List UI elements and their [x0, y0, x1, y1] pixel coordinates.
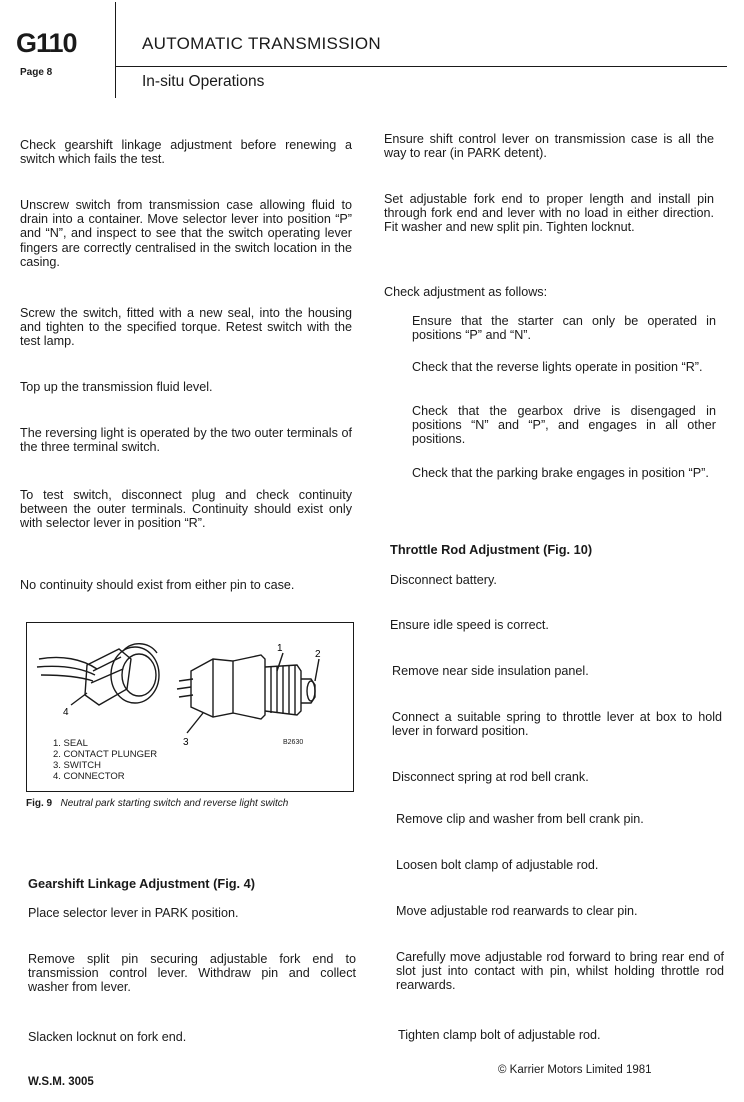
- section-title: AUTOMATIC TRANSMISSION: [142, 34, 381, 53]
- figure-legend: [53, 738, 157, 782]
- paragraph-check-adjustment: Check adjustment as follows:: [384, 285, 548, 299]
- figure-code: B2630: [283, 739, 304, 746]
- callout-4: 4: [63, 707, 69, 718]
- callout-1: 1: [277, 643, 283, 654]
- throttle-step-7: Loosen bolt clamp of adjustable rod.: [396, 858, 599, 872]
- paragraph-set-fork-end: Set adjustable fork end to proper length and install pin through fork end and lever with no load in either direction. Fit washer and new split pin. Tighten locknut.: [384, 192, 714, 235]
- legend-item-connector: 4. CONNECTOR: [53, 771, 125, 782]
- paragraph-test-switch: To test switch, disconnect plug and check continuity between the outer terminals. Continuity should exist only with selector lever in position “R”.: [20, 488, 352, 531]
- paragraph-shift-lever-rear: Ensure shift control lever on transmission case is all the way to rear (in PARK detent).: [384, 132, 714, 161]
- check-gearbox-drive: Check that the gearbox drive is disengaged in positions “N” and “P”, and engages in all other positions.: [412, 404, 716, 447]
- figure-caption-text: Neutral park starting switch and reverse light switch: [60, 798, 289, 809]
- callout-3: 3: [183, 737, 189, 748]
- legend-item-switch: 3. SWITCH: [53, 760, 102, 771]
- paragraph-top-up-fluid: Top up the transmission fluid level.: [20, 380, 213, 394]
- paragraph-unscrew-switch: Unscrew switch from transmission case allowing fluid to drain into a container. Move selector lever into position “P” and “N”, and inspect to see that the switch operating lever fingers are correctly centralised in the switch location in the casing.: [20, 198, 352, 269]
- throttle-step-8: Move adjustable rod rearwards to clear pin.: [396, 904, 638, 918]
- throttle-step-10: Tighten clamp bolt of adjustable rod.: [398, 1028, 601, 1042]
- footer-copyright: © Karrier Motors Limited 1981: [498, 1064, 652, 1076]
- legend-item-contact-plunger: 2. CONTACT PLUNGER: [53, 749, 158, 760]
- page-number: Page 8: [20, 67, 53, 78]
- figure-caption-number: Fig. 9: [26, 798, 53, 809]
- gearshift-step-2: Remove split pin securing adjustable fork end to transmission control lever. Withdraw pin and collect washer from lever.: [28, 952, 356, 995]
- check-starter: Ensure that the starter can only be operated in positions “P” and “N”.: [412, 314, 716, 343]
- figure-9-illustration: [26, 622, 354, 792]
- section-subtitle: In-situ Operations: [142, 73, 265, 90]
- throttle-step-6: Remove clip and washer from bell crank pin.: [396, 812, 644, 826]
- header-horizontal-rule: [115, 66, 727, 67]
- throttle-step-9: Carefully move adjustable rod forward to bring rear end of slot just into contact with pin, whilst holding throttle rod rearwards.: [396, 950, 724, 993]
- throttle-heading: Throttle Rod Adjustment (Fig. 10): [390, 542, 593, 557]
- gearshift-heading: Gearshift Linkage Adjustment (Fig. 4): [28, 876, 256, 891]
- check-reverse-lights: Check that the reverse lights operate in position “R”.: [412, 360, 703, 374]
- header-vertical-rule: [115, 2, 116, 98]
- throttle-step-3: Remove near side insulation panel.: [392, 664, 589, 678]
- throttle-step-4: Connect a suitable spring to throttle lever at box to hold lever in forward position.: [392, 710, 722, 739]
- manual-code: G110: [16, 28, 77, 58]
- gearshift-step-1: Place selector lever in PARK position.: [28, 906, 239, 920]
- paragraph-check-linkage: Check gearshift linkage adjustment before renewing a switch which fails the test.: [20, 138, 352, 167]
- paragraph-reversing-light: The reversing light is operated by the two outer terminals of the three terminal switch.: [20, 426, 352, 455]
- throttle-step-2: Ensure idle speed is correct.: [390, 618, 549, 632]
- callout-2: 2: [315, 649, 321, 660]
- check-parking-brake: Check that the parking brake engages in position “P”.: [412, 466, 709, 480]
- paragraph-no-continuity: No continuity should exist from either pin to case.: [20, 578, 295, 592]
- throttle-step-5: Disconnect spring at rod bell crank.: [392, 770, 589, 784]
- gearshift-step-3: Slacken locknut on fork end.: [28, 1030, 187, 1044]
- footer-wsm-number: W.S.M. 3005: [28, 1076, 94, 1088]
- legend-item-seal: 1. SEAL: [53, 738, 88, 749]
- paragraph-screw-switch: Screw the switch, fitted with a new seal, into the housing and tighten to the specified torque. Retest switch with the test lamp.: [20, 306, 352, 349]
- figure-caption: [26, 798, 288, 809]
- throttle-step-1: Disconnect battery.: [390, 573, 497, 587]
